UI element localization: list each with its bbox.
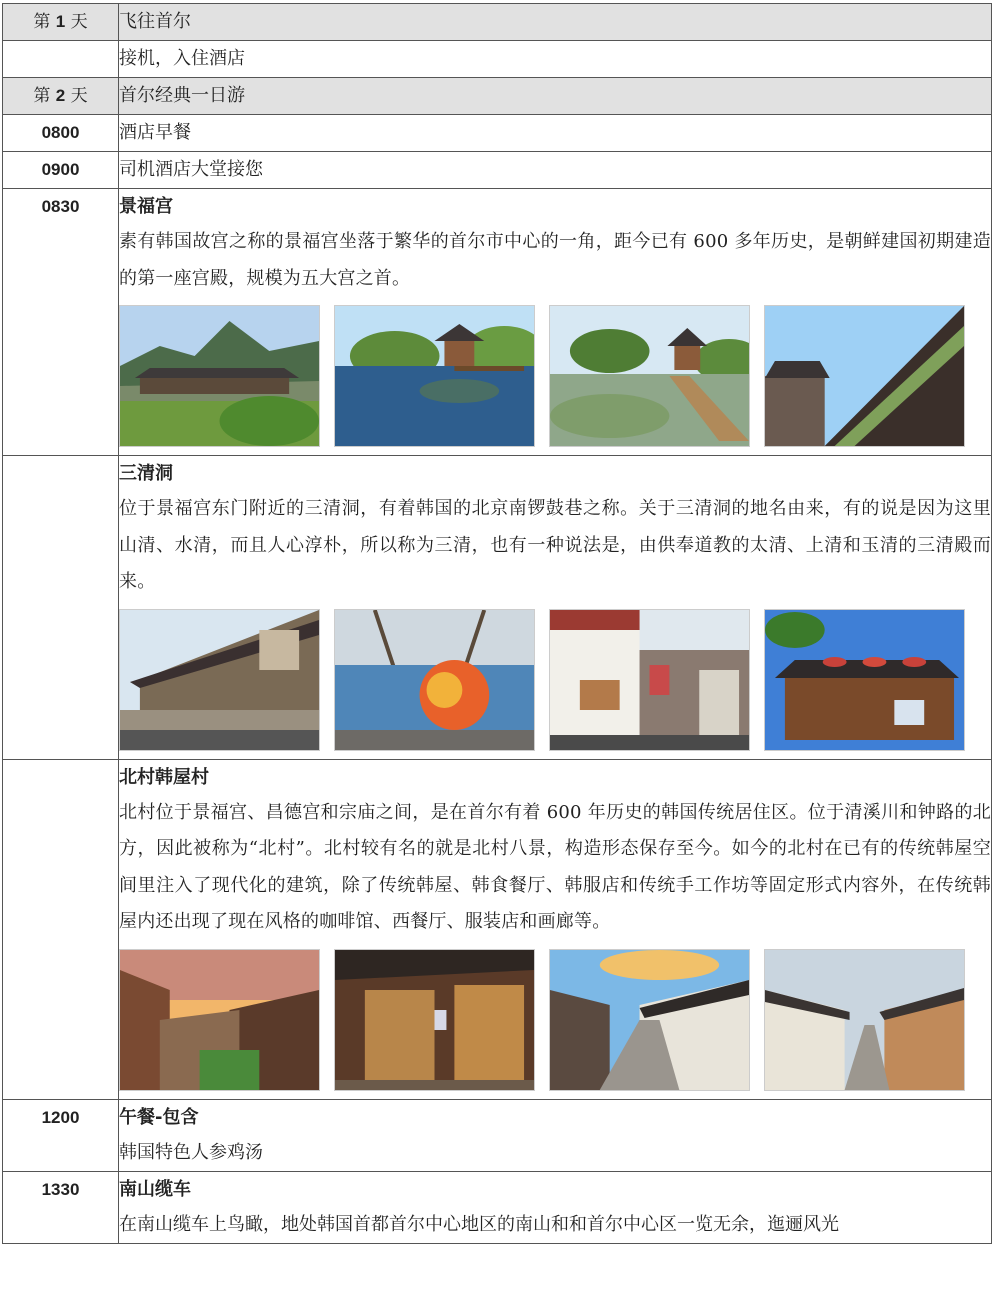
namsan-title: 南山缆车 <box>119 1178 191 1200</box>
samcheong-street-photo <box>119 609 320 751</box>
bukchon-photos <box>119 941 991 1099</box>
day1-detail: 接机，入住酒店 <box>119 48 245 69</box>
gyeongbokgung-desc: 素有韩国故宫之称的景福宫坐落于繁华的首尔市中心的一角，距今已有 600 多年历史，是朝鲜建国初期建造的第一座宫殿，规模为五大宫之首。 <box>119 231 991 289</box>
time-1200: 1200 <box>41 1107 80 1127</box>
gyeongbokgung-title: 景福宫 <box>119 196 173 217</box>
namsan-text: 在南山缆车上鸟瞰，地处韩国首都首尔中心地区的南山和和首尔中心区一览无余，迤逦风光 <box>119 1213 839 1235</box>
day1-title: 飞往首尔 <box>119 11 191 32</box>
row-0900 <box>3 152 992 189</box>
row-1330 <box>3 1171 992 1243</box>
day2-title: 首尔经典一日游 <box>119 85 245 106</box>
breakfast-text: 酒店早餐 <box>119 122 191 143</box>
gyeongbokgung-photos <box>119 297 991 455</box>
hanok-village-street-photo <box>764 949 965 1091</box>
time-1330: 1330 <box>41 1179 80 1199</box>
day1-label: 第 1 天 <box>3 4 119 41</box>
row-bukchon <box>3 759 992 1099</box>
row-samcheong <box>3 456 992 760</box>
lunch-text: 韩国特色人参鸡汤 <box>119 1141 263 1163</box>
time-0900: 0900 <box>41 160 80 179</box>
day1-title-cell <box>119 4 992 41</box>
samcheong-title: 三清洞 <box>119 463 173 484</box>
row-0800 <box>3 115 992 152</box>
bukchon-desc: 北村位于景福宫、昌德宫和宗庙之间，是在首尔有着 600 年历史的韩国传统居住区。位于清溪川和钟路的北方，因此被称为“北村”。北村较有名的就是北村八景，构造形态保存至今。如今的北村在已有的传统韩屋空间里注入了现代化的建筑，除了传统韩屋、韩食餐厅、韩服店和传统手工作坊等固定形式内容外，在传统韩屋内还出现了现在风格的咖啡馆、西餐厅、服装店和画廊等。 <box>119 801 991 932</box>
hanok-gate-photo <box>334 949 535 1091</box>
hanok-cafe-photo <box>764 609 965 751</box>
itinerary-table <box>2 3 992 1244</box>
bukchon-sunset-photo <box>119 949 320 1091</box>
day1-detail-row <box>3 41 992 78</box>
hanok-alley-photo <box>549 949 750 1091</box>
lunch-title: 午餐-包含 <box>119 1106 199 1128</box>
mural-wall-photo <box>334 609 535 751</box>
samcheong-photos <box>119 601 991 759</box>
cafe-alley-photo <box>549 609 750 751</box>
palace-eaves-photo <box>764 305 965 447</box>
gyeongbokgung-palace-mountain-photo <box>119 305 320 447</box>
bukchon-title: 北村韩屋村 <box>119 766 209 788</box>
pavilion-bridge-photo <box>549 305 750 447</box>
hyangwonjeong-pavilion-photo <box>334 305 535 447</box>
row-1200 <box>3 1099 992 1171</box>
time-0800: 0800 <box>41 123 80 142</box>
day2-label: 第 2 天 <box>3 78 119 115</box>
samcheong-desc: 位于景福宫东门附近的三清洞，有着韩国的北京南锣鼓巷之称。关于三清洞的地名由来，有的说是因为这里山清、水清，而且人心淳朴，所以称为三清，也有一种说法是，由供奉道教的太清、上清和玉清的三清殿而来。 <box>119 498 991 592</box>
pickup-text: 司机酒店大堂接您 <box>119 159 263 180</box>
row-0830 <box>3 189 992 456</box>
day1-row <box>3 4 992 41</box>
time-0830: 0830 <box>41 197 80 216</box>
day2-row <box>3 78 992 115</box>
